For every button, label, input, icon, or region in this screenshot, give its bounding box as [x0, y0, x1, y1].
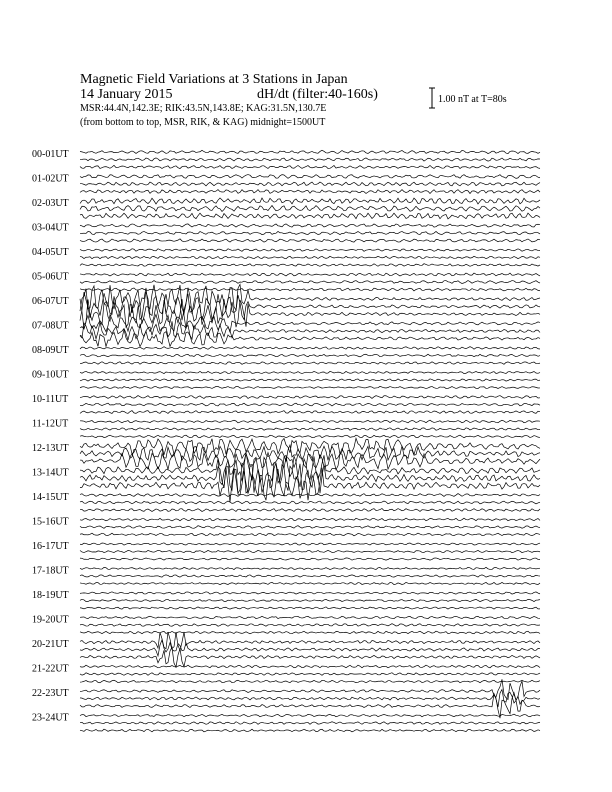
- trace-msr-05-06ut: [80, 288, 540, 291]
- trace-msr-04-05ut: [80, 264, 540, 267]
- hour-label: 00-01UT: [32, 149, 69, 160]
- trace-kag-04-05ut: [80, 249, 540, 252]
- hour-label: 21-22UT: [32, 663, 69, 675]
- trace-kag-16-17ut: [80, 543, 540, 545]
- hour-label: 01-02UT: [32, 173, 69, 185]
- trace-msr-16-17ut: [80, 558, 540, 560]
- trace-rik-01-02ut: [80, 182, 540, 186]
- trace-msr-23-24ut: [80, 729, 540, 732]
- trace-msr-01-02ut: [80, 190, 540, 194]
- trace-rik-21-22ut: [80, 673, 540, 676]
- trace-rik-14-15ut: [80, 501, 540, 504]
- hour-label: 15-16UT: [32, 516, 69, 528]
- hour-label: 04-05UT: [32, 247, 69, 258]
- trace-msr-10-11ut: [80, 411, 540, 414]
- trace-kag-09-10ut: [80, 371, 540, 373]
- trace-rik-18-19ut: [80, 599, 540, 601]
- trace-kag-21-22ut: [80, 665, 540, 668]
- trace-kag-22-23ut: [80, 679, 540, 700]
- trace-kag-18-19ut: [80, 592, 540, 594]
- hour-label: 18-19UT: [32, 590, 69, 601]
- scale-bar: [429, 88, 435, 108]
- hour-label: 12-13UT: [32, 443, 69, 454]
- hour-rows: [80, 150, 540, 731]
- hour-label: 05-06UT: [32, 271, 69, 283]
- trace-kag-08-09ut: [80, 347, 540, 350]
- trace-rik-11-12ut: [80, 428, 540, 430]
- trace-kag-23-24ut: [80, 714, 540, 717]
- trace-msr-02-03ut: [80, 213, 540, 219]
- trace-msr-19-20ut: [80, 631, 540, 634]
- hour-label: 17-18UT: [32, 565, 69, 577]
- trace-msr-08-09ut: [80, 362, 540, 365]
- trace-kag-03-04ut: [80, 224, 540, 227]
- trace-kag-19-20ut: [80, 616, 540, 618]
- trace-msr-06-07ut: [80, 299, 540, 329]
- trace-rik-22-23ut: [80, 689, 540, 707]
- trace-msr-13-14ut: [80, 468, 540, 503]
- hour-label: 07-08UT: [32, 320, 69, 332]
- trace-rik-16-17ut: [80, 550, 540, 552]
- hour-label: 11-12UT: [32, 418, 69, 430]
- trace-kag-05-06ut: [80, 273, 540, 276]
- hour-label: 08-09UT: [32, 345, 69, 356]
- trace-msr-09-10ut: [80, 386, 540, 388]
- trace-rik-15-16ut: [80, 526, 540, 529]
- trace-kag-07-08ut: [80, 314, 540, 332]
- trace-kag-20-21ut: [80, 632, 540, 650]
- trace-kag-02-03ut: [80, 198, 540, 204]
- trace-msr-22-23ut: [80, 693, 540, 718]
- trace-rik-06-07ut: [80, 292, 540, 321]
- trace-kag-14-15ut: [80, 494, 540, 497]
- trace-rik-05-06ut: [80, 281, 540, 284]
- chart-date: 14 January 2015: [80, 87, 173, 102]
- trace-rik-02-03ut: [80, 206, 540, 212]
- trace-msr-03-04ut: [80, 239, 540, 242]
- hour-label: 23-24UT: [32, 712, 69, 724]
- trace-kag-10-11ut: [80, 396, 540, 399]
- trace-rik-04-05ut: [80, 256, 540, 259]
- trace-kag-06-07ut: [80, 284, 540, 314]
- hour-label: 13-14UT: [32, 467, 69, 479]
- chart-title: Magnetic Field Variations at 3 Stations in Japan: [80, 72, 348, 87]
- hour-label: 22-23UT: [32, 688, 69, 699]
- trace-msr-00-01ut: [80, 165, 540, 168]
- trace-kag-12-13ut: [80, 438, 540, 455]
- hour-label: 10-11UT: [32, 394, 69, 405]
- hour-label: 06-07UT: [32, 296, 69, 307]
- trace-kag-15-16ut: [80, 518, 540, 521]
- station-coordinates: MSR:44.4N,142.3E; RIK:43.5N,143.8E; KAG:31.5N,130.7E: [80, 103, 327, 114]
- hour-label: 02-03UT: [32, 198, 69, 209]
- trace-rik-08-09ut: [80, 354, 540, 357]
- hour-label: 09-10UT: [32, 369, 69, 381]
- hour-label: 19-20UT: [32, 614, 69, 626]
- scale-label: 1.00 nT at T=80s: [438, 94, 507, 105]
- trace-kag-11-12ut: [80, 420, 540, 423]
- trace-msr-11-12ut: [80, 435, 540, 438]
- trace-rik-23-24ut: [80, 722, 540, 725]
- trace-rik-03-04ut: [80, 231, 540, 234]
- trace-rik-17-18ut: [80, 575, 540, 577]
- hour-label: 20-21UT: [32, 639, 69, 650]
- hour-label: 16-17UT: [32, 541, 69, 552]
- trace-msr-14-15ut: [80, 509, 540, 512]
- hour-labels: [32, 149, 69, 724]
- trace-kag-17-18ut: [80, 567, 540, 569]
- trace-rik-09-10ut: [80, 379, 540, 381]
- trace-kag-00-01ut: [80, 150, 540, 153]
- trace-rik-19-20ut: [80, 624, 540, 627]
- trace-msr-17-18ut: [80, 582, 540, 584]
- trace-kag-01-02ut: [80, 175, 540, 179]
- hour-label: 14-15UT: [32, 492, 69, 503]
- trace-rik-10-11ut: [80, 403, 540, 406]
- station-order-note: (from bottom to top, MSR, RIK, & KAG) midnight=1500UT: [80, 117, 326, 128]
- trace-msr-18-19ut: [80, 607, 540, 609]
- trace-msr-15-16ut: [80, 533, 540, 536]
- chart-filter: dH/dt (filter:40-160s): [257, 87, 378, 102]
- trace-rik-12-13ut: [80, 445, 540, 462]
- hour-label: 03-04UT: [32, 222, 69, 234]
- trace-rik-00-01ut: [80, 158, 540, 161]
- trace-msr-21-22ut: [80, 680, 540, 683]
